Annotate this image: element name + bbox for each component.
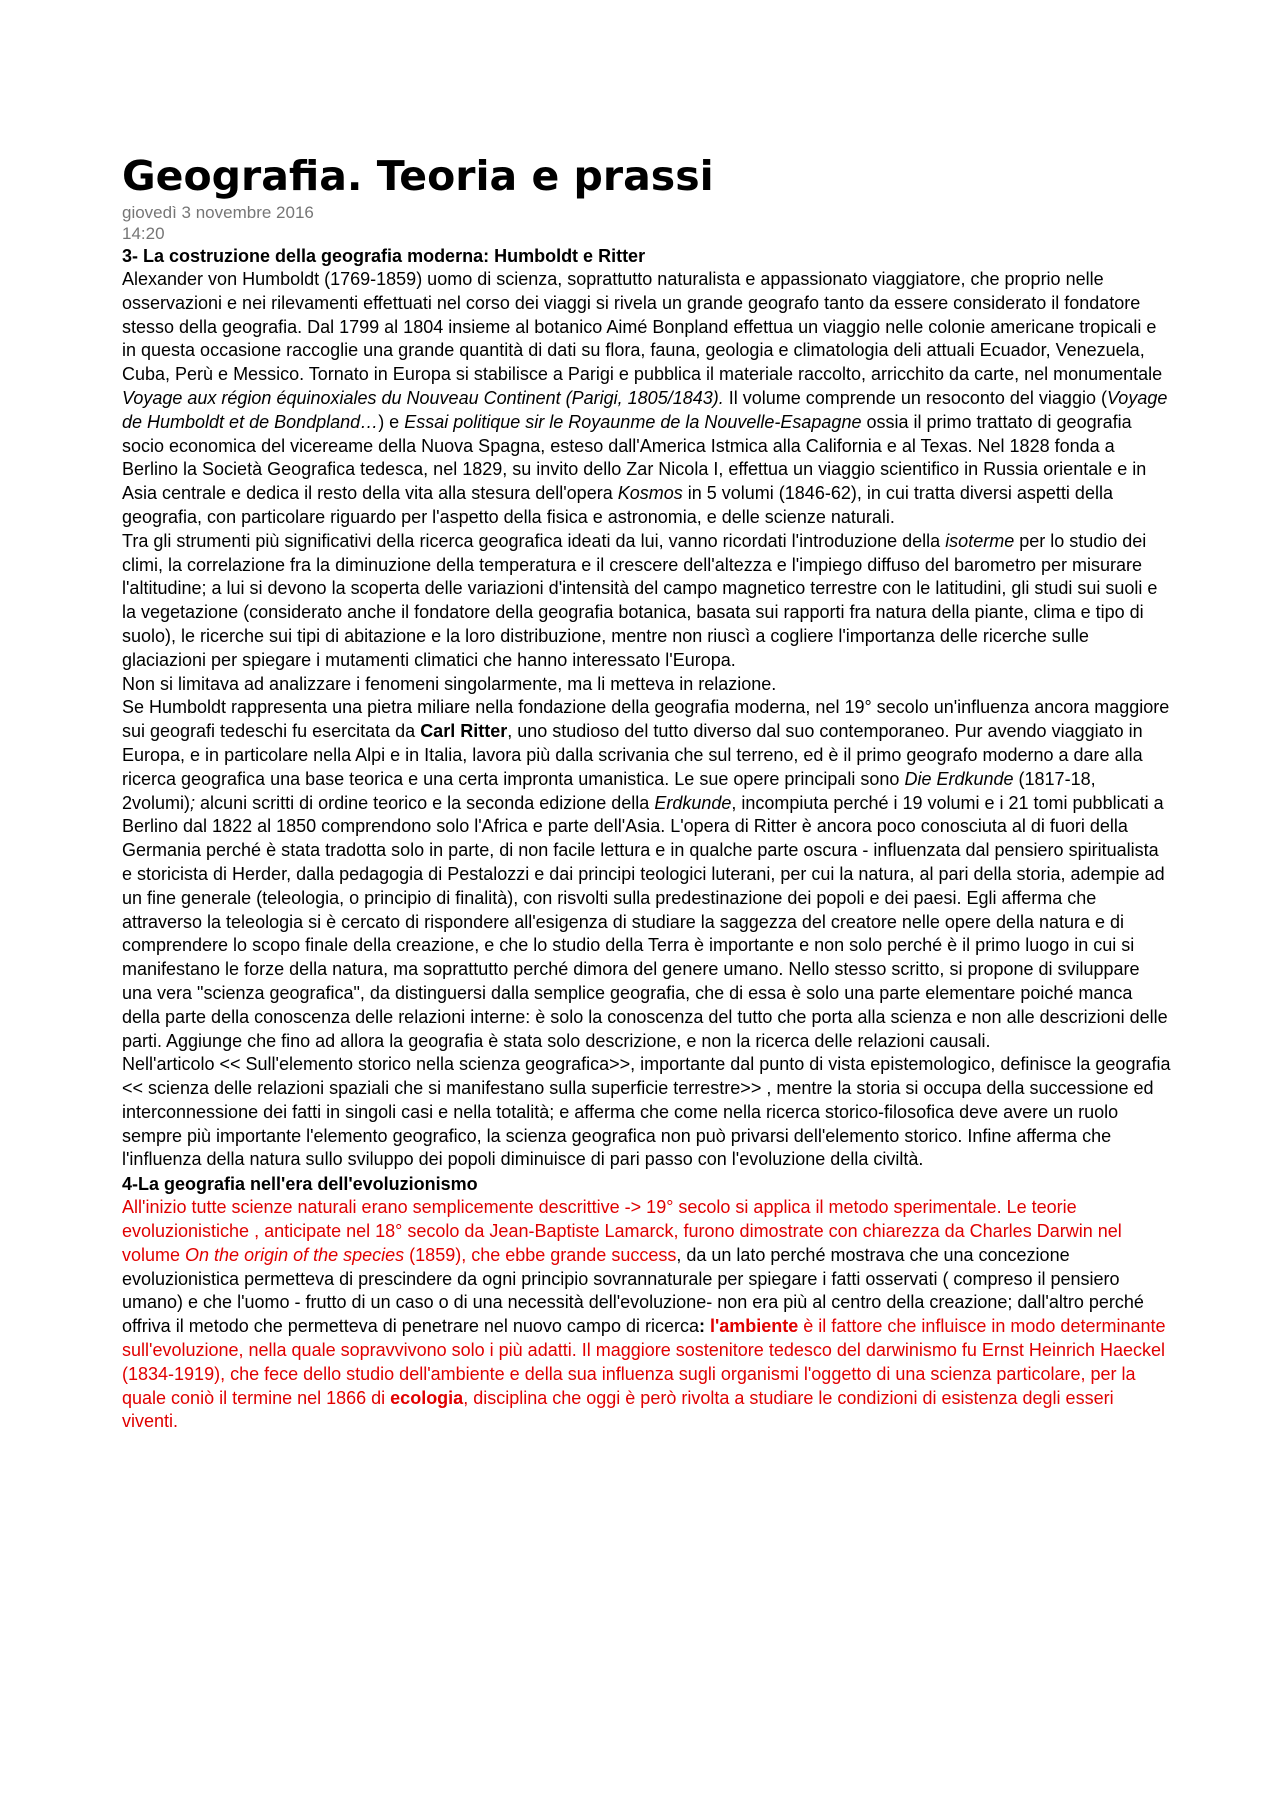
note-page xyxy=(122,150,1172,1434)
paragraph-humboldt-bio: Alexander von Humboldt (1769-1859) uomo di scienza, soprattutto naturalista e appassionato viaggiatore, che proprio nelle osservazioni e nei rilevamenti effettuati nel corso dei viaggi si rivela un grande geografo tanto da essere considerato il fondatore stesso della geografia. Dal 1799 al 1804 insieme al botanico Aimé Bonpland effettua un viaggio nelle colonie americane tropicali e in questa occasione raccoglie una grande quantità di dati su flora, fauna, geologia e climatologia deli attuali Ecuador, Venezuela, Cuba, Perù e Messico. Tornato in Europa si stabilisce a Parigi e pubblica il materiale raccolto, arricchito da carte, nel monumentale Voyage aux région équinoxiales du Nouveau Continent (Parigi, 1805/1843). Il volume comprende un resoconto del viaggio (Voyage de Humboldt et de Bondpland…) e Essai politique sir le Royaunme de la Nouvelle-Esapagne ossia il primo trattato di geografia socio economica del vicereame della Nuova Spagna, esteso dall'America Istmica alla California e al Texas. Nel 1828 fonda a Berlino la Società Geografica tedesca, nel 1829, su invito dello Zar Nicola I, effettua un viaggio scientifico in Russia orientale e in Asia centrale e dedica il resto della vita alla stesura dell'opera Kosmos in 5 volumi (1846-62), in cui tratta diversi aspetti della geografia, con particolare riguardo per l'aspetto della fisica e astronomia, e delle scienze naturali. xyxy=(122,269,1168,527)
paragraph-evoluzionismo: All'inizio tutte scienze naturali erano semplicemente descrittive -> 19° secolo si applica il metodo sperimentale. Le teorie evoluzionistiche , anticipate nel 18° secolo da Jean-Baptiste Lamarck, furono dimostrate con chiarezza da Charles Darwin nel volume On the origin of the species (1859), che ebbe grande success, da un lato perché mostrava che una concezione evoluzionistica permetteva di prescindere da ogni principio sovrannaturale per spiegare i fatti osservati ( compreso il pensiero umano) e che l'uomo - frutto di un caso o di una necessità dell'evoluzione- non era più al centro della creazione; dall'altro perché offriva il metodo che permetteva di penetrare nel nuovo campo di ricerca: l'ambiente è il fattore che influisce in modo determinante sull'evoluzione, nella quale sopravvivono solo i più adatti. Il maggiore sostenitore tedesco del darwinismo fu Ernst Heinrich Haeckel (1834-1919), che fece dello studio dell'ambiente e della sua influenza sugli organismi l'oggetto di una scienza particolare, per la quale coniò il termine nel 1866 di ecologia, disciplina che oggi è però rivolta a studiare le condizioni di esistenza degli esseri viventi. xyxy=(122,1197,1166,1432)
paragraph-relations: Non si limitava ad analizzare i fenomeni singolarmente, ma li metteva in relazione. xyxy=(122,673,777,694)
note-time: 14:20 xyxy=(122,224,165,243)
page-title: Geografia. Teoria e prassi xyxy=(122,152,714,200)
section-3-heading: 3- La costruzione della geografia moderna: Humboldt e Ritter xyxy=(122,246,646,266)
note-date: giovedì 3 novembre 2016 xyxy=(122,203,314,222)
paragraph-ritter: Se Humboldt rappresenta una pietra miliare nella fondazione della geografia moderna, nel 19° secolo un'influenza ancora maggiore sui geografi tedeschi fu esercitata da Carl Ritter, uno studioso del tutto diverso dal suo contemporaneo. Pur avendo viaggiato in Europa, e in particolare nella Alpi e in Italia, lavora più dalla scrivania che sul terreno, ed è il primo geografo moderno a dare alla ricerca geografica una base teorica e una certa impronta umanistica. Le sue opere principali sono Die Erdkunde (1817-18, 2volumi); alcuni scritti di ordine teorico e la seconda edizione della Erdkunde, incompiuta perché i 19 volumi e i 21 tomi pubblicati a Berlino dal 1822 al 1850 comprendono solo l'Africa e parte dell'Asia. L'opera di Ritter è ancora poco conosciuta al di fuori della Germania perché è stata tradotta solo in parte, di non facile lettura e in qualche parte oscura - influenzata dal pensiero spiritualista e storicista di Herder, dalla pedagogia di Pestalozzi e dai principi teologici luterani, per cui la natura, al pari della storia, adempie ad un fine generale (teleologia, o principio di finalità), con risvolti sulla predestinazione dei popoli e dei paesi. Egli afferma che attraverso la teleologia si è cercato di rispondere all'esigenza di studiare la saggezza del creatore nelle opere della natura e di comprendere lo scopo finale della creazione, e che lo studio della Terra è importante e non solo perché è il primo luogo in cui si manifestano le forze della natura, ma soprattutto perché dimora del genere umano. Nello stesso scritto, si propone di sviluppare una vera "scienza geografica", da distinguersi dalla semplice geografia, che di essa è solo una parte elementare poiché manca della parte della conoscenza delle relazioni interne: è solo la conoscenza del tutto che porta alla scienza e non alle descrizioni delle parti. Aggiunge che fino ad allora la geografia è stata solo descrizione, e non la ricerca delle relazioni causali. xyxy=(122,697,1170,1051)
paragraph-ritter-article: Nell'articolo << Sull'elemento storico nella scienza geografica>>, importante dal punto di vista epistemologico, definisce la geografia << scienza delle relazioni spaziali che si manifestano sulla superficie terrestre>> , mentre la storia si occupa della successione ed interconnessione dei fatti in singoli casi e nella totalità; e afferma che come nella ricerca storico-filosofica deve avere un ruolo sempre più importante l'elemento geografico, la scienza geografica non può privarsi dell'elemento storico. Infine afferma che l'influenza della natura sullo sviluppo dei popoli diminuisce di pari passo con l'evoluzione della civiltà. xyxy=(122,1054,1171,1170)
paragraph-humboldt-tools: Tra gli strumenti più significativi della ricerca geografica ideati da lui, vanno ricordati l'introduzione della isoterme per lo studio dei climi, la correlazione fra la diminuzione della temperatura e il crescere dell'altezza e l'impiego diffuso del barometro per misurare l'altitudine; a lui si devono la scoperta delle variazioni d'intensità del campo magnetico terrestre con le latitudini, gli studi sui suoli e la vegetazione (considerato anche il fondatore della geografia botanica, basata sui rapporti fra natura della piante, clima e tipo di suolo), le ricerche sui tipi di abitazione e la loro distribuzione, mentre non riuscì a cogliere l'importanza delle ricerche sulle glaciazioni per spiegare i mutamenti climatici che hanno interessato l'Europa. xyxy=(122,530,1158,670)
section-4-heading: 4-La geografia nell'era dell'evoluzionismo xyxy=(122,1174,478,1195)
